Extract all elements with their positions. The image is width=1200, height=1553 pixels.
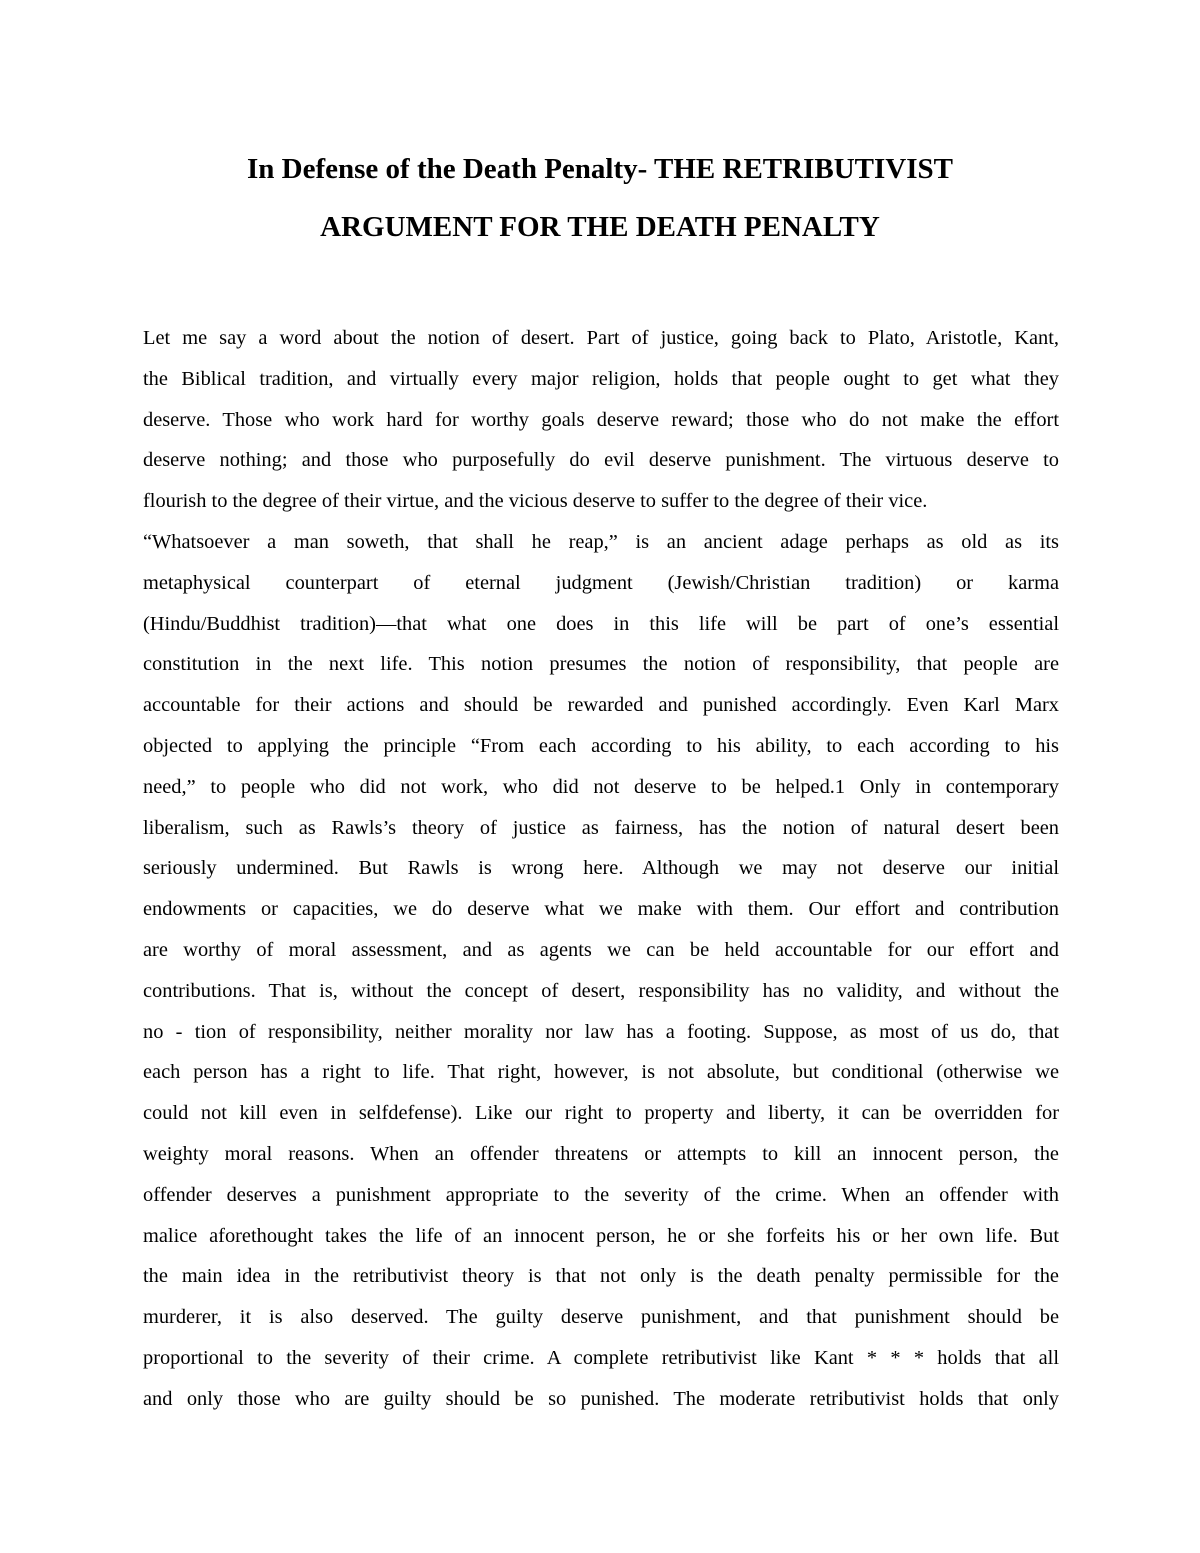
body-line: the Biblical tradition, and virtually every major religion, holds that people ought to get what they bbox=[143, 367, 1059, 390]
body-line: metaphysical counterpart of eternal judgment (Jewish/Christian tradition) or karma bbox=[143, 571, 1059, 594]
body-line: proportional to the severity of their crime. A complete retributivist like Kant * * * holds that all bbox=[143, 1346, 1059, 1369]
page-title bbox=[130, 140, 1070, 256]
body-line: offender deserves a punishment appropriate to the severity of the crime. When an offender with bbox=[143, 1183, 1059, 1206]
title-line-1: In Defense of the Death Penalty- THE RETRIBUTIVIST bbox=[247, 153, 953, 185]
body-line: accountable for their actions and should be rewarded and punished accordingly. Even Karl Marx bbox=[143, 694, 1059, 717]
body-line: murderer, it is also deserved. The guilty deserve punishment, and that punishment should be bbox=[143, 1306, 1059, 1329]
body-line: seriously undermined. But Rawls is wrong here. Although we may not deserve our initial bbox=[143, 857, 1059, 880]
body-line: contributions. That is, without the concept of desert, responsibility has no validity, and without the bbox=[143, 979, 1059, 1002]
body-line: (Hindu/Buddhist tradition)—that what one does in this life will be part of one’s essential bbox=[143, 612, 1059, 635]
body-line: flourish to the degree of their virtue, and the vicious deserve to suffer to the degree of their vice. bbox=[143, 490, 928, 513]
body-line: deserve nothing; and those who purposefully do evil deserve punishment. The virtuous deserve to bbox=[143, 449, 1059, 472]
body-line: endowments or capacities, we do deserve what we make with them. Our effort and contribution bbox=[143, 898, 1059, 921]
body-line: Let me say a word about the notion of desert. Part of justice, going back to Plato, Aristotle, Kant, bbox=[143, 327, 1059, 349]
body-line: the main idea in the retributivist theory is that not only is the death penalty permissible for the bbox=[143, 1265, 1059, 1288]
body-line: malice aforethought takes the life of an innocent person, he or she forfeits his or her own life. But bbox=[143, 1224, 1059, 1247]
body-line: liberalism, such as Rawls’s theory of justice as fairness, has the notion of natural desert been bbox=[143, 816, 1059, 839]
body-line: deserve. Those who work hard for worthy goals deserve reward; those who do not make the effort bbox=[143, 408, 1059, 431]
body-line: “Whatsoever a man soweth, that shall he reap,” is an ancient adage perhaps as old as its bbox=[143, 530, 1059, 553]
body-line: each person has a right to life. That right, however, is not absolute, but conditional (otherwise we bbox=[143, 1061, 1059, 1084]
body-line: and only those who are guilty should be so punished. The moderate retributivist holds that only bbox=[143, 1387, 1059, 1410]
body-line: need,” to people who did not work, who did not deserve to be helped.1 Only in contemporary bbox=[143, 775, 1059, 798]
body-line: could not kill even in selfdefense). Like our right to property and liberty, it can be overridden for bbox=[143, 1102, 1059, 1125]
title-line-2: ARGUMENT FOR THE DEATH PENALTY bbox=[320, 211, 880, 243]
body-paragraph bbox=[143, 318, 1059, 1420]
body-line: objected to applying the principle “From each according to his ability, to each according to his bbox=[143, 734, 1059, 757]
body-line: are worthy of moral assessment, and as agents we can be held accountable for our effort and bbox=[143, 938, 1059, 961]
body-line: constitution in the next life. This notion presumes the notion of responsibility, that people are bbox=[143, 653, 1059, 676]
body-line: no - tion of responsibility, neither morality nor law has a footing. Suppose, as most of us do, that bbox=[143, 1020, 1059, 1043]
body-line: weighty moral reasons. When an offender threatens or attempts to kill an innocent person, the bbox=[143, 1142, 1059, 1165]
